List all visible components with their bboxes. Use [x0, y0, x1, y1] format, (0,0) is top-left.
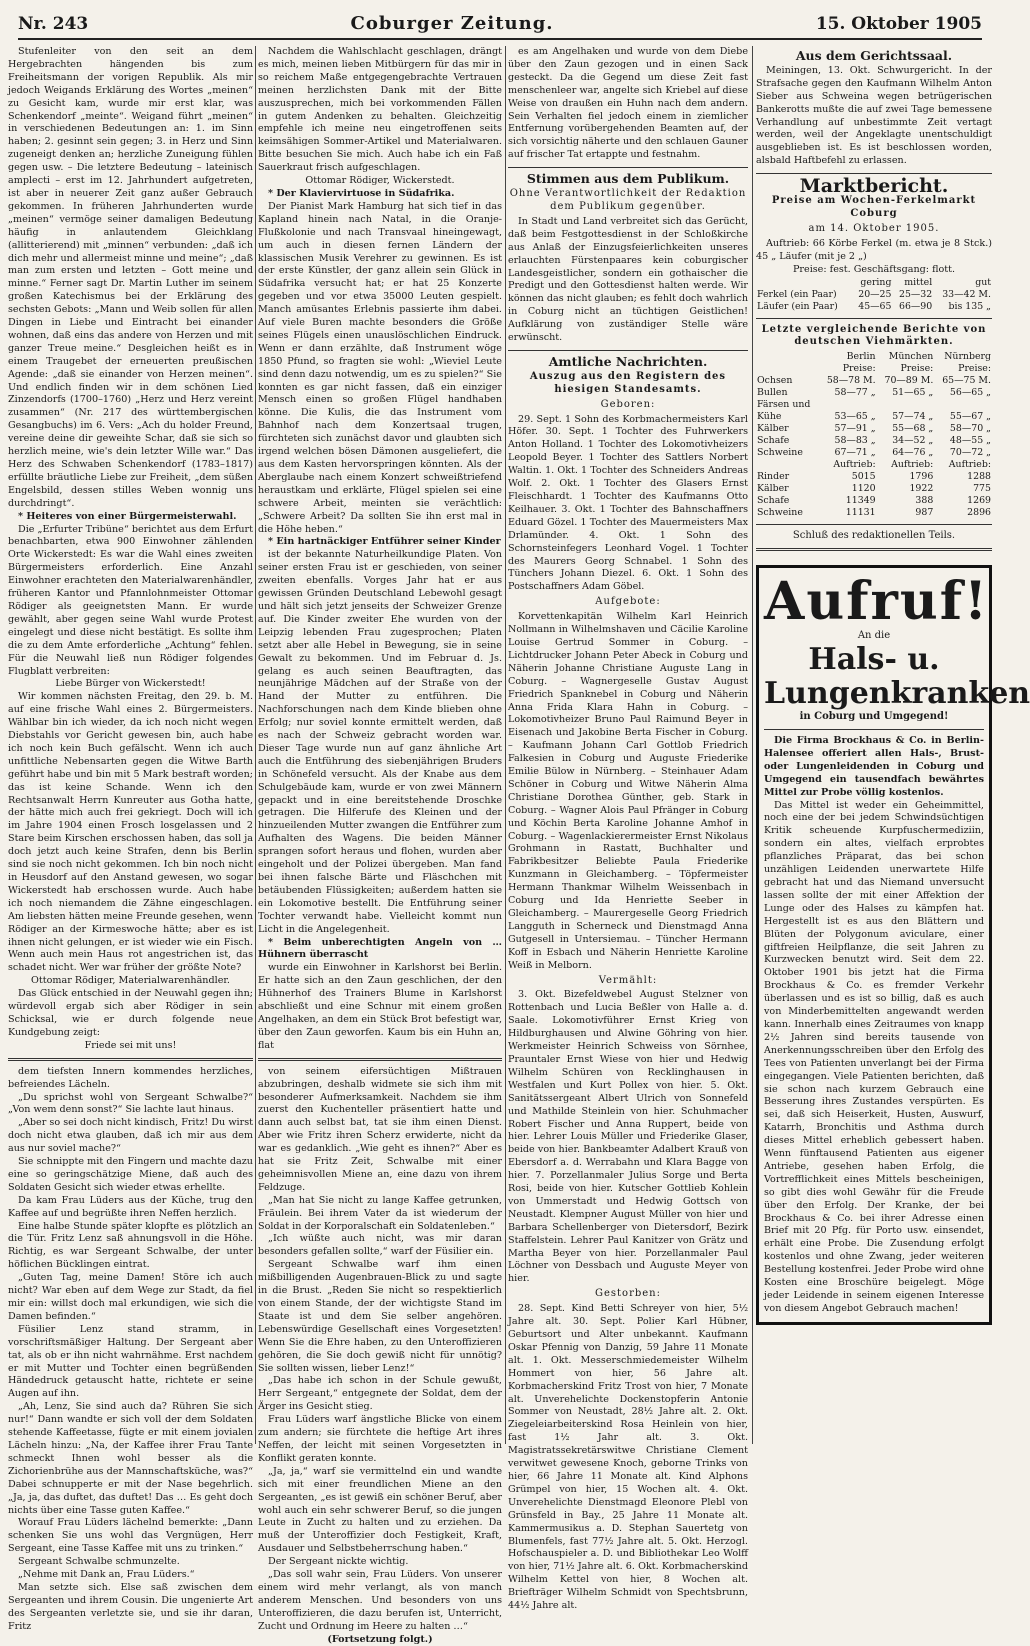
table-row: [756, 301, 992, 313]
newspaper-title: Coburger Zeitung.: [350, 13, 554, 34]
article-paragraph: ist der bekannte Naturheilkundige Platen. Von seiner ersten Frau ist er geschieden, von seiner zweiten ebenfalls. Vorges Jahr hat er aus gewissen Gründen Deutschland Lebewohl gesagt und hält sich jetzt jenseits der Schweizer Grenze auf. Die Kinder zweiter Ehe wurden von der Leipzig lebenden Frau zugesprochen; Platen setzt aber alle Hebel in Bewegung, sie in seine Gewalt zu bekommen. Und im Februar d. Js. gelang es auch seinen Beauftragten, das neunjährige Mädchen auf der Straße von der Hand der Mutter zu entführen. Die Nachforschungen nach dem Kinde blieben ohne Erfolg; nur soviel konnte ermittelt werden, daß es nach der Schweiz gebracht worden war. Dieser Tage wurde nun auf ganz ähnliche Art auch die Entführung des siebenjährigen Bruders in Schönefeld versucht. Als der Knabe aus dem Schulgebäude kam, wurde er von zwei Männern gepackt und in eine bereitstehende Droschke getragen. Die Hilferufe des Kleinen und der hinzueilenden Mutter zwangen die Entführer zum Aufhalten des Wagens. Die beiden Männer sprangen sofort heraus und flohen, wurden aber eingeholt und der Polizei übergeben. Man fand bei ihnen falsche Bärte und Fläschchen mit betäubenden Flüssigkeiten; außerdem hatten sie ein Lokomotive bestellt. Die Entführung seiner Tochter verwandt habe. Vielleicht kommt nun Licht in die Angelegenheit.: [258, 549, 502, 935]
table-cell: Kälber: [757, 483, 789, 495]
table-cell: 45—65: [858, 300, 892, 312]
article-heading: * Heiteres von einer Bürgermeisterwahl.: [18, 510, 237, 522]
table-row: [756, 423, 992, 435]
column-rule: [505, 46, 506, 1444]
table-cell: Nürnberg: [944, 351, 991, 363]
article-paragraph: In Stadt und Land verbreitet sich das Gerücht, daß beim Festgottesdienst in der Schloßkirche aus Anlaß der Einzugsfeierlichkeiten unseres erlauchten Fürstenpaares kein coburgischer Landesgeistlicher, sondern ein gothaischer die Predigt und den Gottesdienst halten werde. Wir können das nicht glauben; es fehlt doch wahrlich in Coburg nicht an tüchtigen Geistlichen! Aufklärung von zuständiger Stelle wäre erwünscht.: [508, 215, 748, 344]
table-cell: bis 135 „: [948, 300, 991, 312]
table-cell: 34—52 „: [892, 435, 934, 447]
article-heading: * Der Klaviervirtuose in Südafrika.: [268, 187, 455, 199]
table-cell: Kühe: [757, 411, 782, 423]
table-cell: gut: [975, 276, 991, 288]
table-cell: [934, 399, 992, 411]
serial-paragraph: „Das soll wahr sein, Frau Lüders. Von unserer einem wird mehr verlangt, als von manch anderem Menschen. Und besonders von uns Unteroffizieren, die dazu berufen ist, Unterricht, Zucht und Ordnung im Heere zu halten …“: [258, 1569, 502, 1632]
serial-paragraph: dem tiefsten Innern kommendes herzliches, befreiendes Lächeln.: [8, 1065, 253, 1090]
table-cell: 58—77 „: [834, 387, 876, 399]
section-heading: Amtliche Nachrichten.: [548, 353, 708, 369]
table-cell: 51—65 „: [892, 387, 934, 399]
page-header: [18, 8, 982, 40]
signature: Friede sei mit uns!: [84, 1039, 177, 1051]
livestock-heading: Letzte vergleichende Berichte von deutschen Viehmärkten.: [761, 323, 987, 348]
section-divider: [508, 350, 748, 351]
table-cell: 1269: [967, 495, 991, 507]
article-paragraph: Stufenleiter von den seit an dem Hergebrachten hängenden bis zum Freiheitsmann der vorigen Republik. Als mir jedoch Weigands Erklärung des Wortes „meinen“ zu Gesicht kam, wurde mir erst klar, was Schenkendorf „meinte“. Weigand führt „meinen“ in verschiedenen Bedeutungen an: 1. im Sinn haben; 2. gesinnt sein gegen; 3. in Herz und Sinn zugeneigt denken an; herzliche Zuneigung fühlen gegen usw. – Die letztere Bedeutung – lateinisch amplecti – erst im 12. Jahrhundert aufgetreten, ist aber in neuerer Zeit ganz außer Gebrauch gekommen. In früheren Jahrhunderten wurde „meinen“ vermöge seiner damaligen Bedeutung häufig in anlautendem Gleichklang (allitterierend) mit „minnen“ verbunden: „daß ich dich mehr und allermeist minne und meine“; „daß man zum ersten und letzten – Gott meine und minne.“ Ferner sagt Dr. Martin Luther im seinem großen Katechismus bei der Erklärung des sechsten Gebots: „Mann und Weib sollen für allen Dingen in Liebe und Eintracht bei einander wohnen, daß eins das andere von Herzen und mit ganzer Treue meine.“ Desgleichen heißt es in einem Traugebet der erneuerten preußischen Agende: „daß sie einander von Herzen meinen“. Und endlich finden wir in dem schönen Lied Zinzendorfs (1700–1760) „Herz und Herz vereint zusammen“ (Nr. 217 des württembergischen Gesangbuchs) im 6. Vers: „Ach du holder Freund, vereine deine dir geweihte Schar, daß sie sich so herzlich meine, wie's dein letzter Wille war.“ Das Herz des Schwaben Schenkendorf (1783–1817) erfüllte bräutliche Liebe zur Freiheit, „dem süßen Engelsbild, dessen stilles Weben wonnig uns durchdringt“.: [8, 46, 253, 509]
serial-paragraph: „Ah, Lenz, Sie sind auch da? Rühren Sie sich nur!“ Dann wandte er sich voll der dem Soldaten stehende Kaffeetasse, fügte er mit einem jovialen Lächeln hinzu: „Na, der Kaffee ihrer Frau Tante schmeckt Ihnen wohl besser als die Zichorienbrühe aus der Mannschaftsküche, was?“ Dabei schnupperte er mit der Nase begehrlich. „Ja, ja, das duftet, das duftet! Das … Es geht doch nichts über eine Tasse guten Kaffee.“: [8, 1401, 253, 1516]
table-cell: 5015: [851, 471, 876, 483]
article-paragraph: Der Pianist Mark Hamburg hat sich tief in das Kapland hinein nach Natal, in die Oranje-Flußkolonie und nach Transvaal hineingewagt, um auch in diesen fernen Ländern der klassischen Musik Verehrer zu gewinnen. Es ist der erste Künstler, der ganz allein sein Glück in Südafrika versucht hat; er hat 25 Konzerte gegeben und vor etwa 35000 Leuten gespielt. Manch amüsantes Erlebnis passierte ihm dabei. Auf viele Buren machte besonders die Größe seines Flügels einen unauslöschlichen Eindruck. Wenn er dann erzählte, daß Instrument wöge 1850 Pfund, so fragten sie wohl: „Wieviel Leute sind denn dazu notwendig, um es zu spielen?“ Sie konnten es gar nicht fassen, daß ein einziger Mensch einen so großen Flügel handhaben könne. Die Kulis, die das Instrument vom Bahnhof nach dem Konzertsaal trugen, fürchteten sich zunächst davor und glaubten sich irgend welchen bösen Dämonen ausgeliefert, die aus dem Kasten hervorspringen könnten. Als der Aberglaube nach einem Konzert schweißtriefend heraustkam und erklärte, Flügel spielen sei eine schwere Arbeit, meinten sie verächtlich: „Schwere Arbeit? Da sollten Sie ihn erst mal in die Höhe heben.“: [258, 200, 502, 535]
table-cell: 1120: [851, 483, 876, 495]
section-divider: [764, 729, 984, 730]
section-heading: Stimmen aus dem Publikum.: [526, 171, 730, 187]
table-cell: 58—70 „: [949, 423, 991, 435]
table-cell: 57—74 „: [892, 411, 934, 423]
table-cell: 55—68 „: [892, 423, 934, 435]
section-heading: Aus dem Gerichtssaal.: [795, 48, 953, 63]
table-cell: [877, 399, 935, 411]
column-rule: [752, 46, 753, 1444]
section-divider: [756, 524, 992, 525]
ad-headline: Hals- u. Lungenkranken: [764, 642, 1030, 712]
table-cell: [756, 351, 819, 363]
column-3: [508, 46, 748, 1612]
table-cell: Auftrieb:: [948, 459, 991, 471]
table-cell: [756, 459, 819, 471]
serial-paragraph: Man setzte sich. Else saß zwischen dem Sergeanten und ihrem Cousin. Die ungenierte Art des Sergeanten verletzte sie, und sie ihr daran, Fritz: [8, 1581, 253, 1632]
table-header-row: [756, 459, 992, 471]
issue-date: 15. Oktober 1905: [815, 14, 982, 34]
section-note: Ohne Verantwortlichkeit der Redaktion dem Publikum gegenüber.: [509, 188, 747, 212]
table-cell: Preise:: [842, 363, 876, 375]
table-cell: München: [888, 351, 934, 363]
serial-paragraph: Da kam Frau Lüders aus der Küche, trug den Kaffee auf und begrüßte ihren Neffen herzlich.: [8, 1194, 253, 1219]
section-divider: [508, 167, 748, 168]
table-cell: 775: [973, 483, 991, 495]
table-cell: [756, 363, 819, 375]
table-row: [756, 375, 992, 387]
serial-paragraph: „Man hat Sie nicht zu lange Kaffee getrunken, Fräulein. Bei ihrem Vater da ist wiederum der Soldat in der Korporalschaft ein Soldatenleben.“: [258, 1194, 502, 1232]
section-divider: [258, 1058, 502, 1061]
table-row: [756, 387, 992, 399]
table-cell: 25—32: [898, 288, 933, 300]
article-paragraph: Die „Erfurter Tribüne“ berichtet aus dem Erfurt benachbarten, etwa 900 Einwohner zählenden Orte Wickerstedt: Es war die Wahl eines zweiten Bürgermeisters erforderlich. Eine Anzahl Einwohner erachteten den Materialwarenhändler, früheren Kantor und Pfannlohnmeister Ottomar Rödiger als geeignetsten Mann. Er wurde gewählt, aber gegen seine Wahl wurde Protest eingelegt und diese nicht bestätigt. Es sollte ihm die zu dem Amte erforderliche „Achtung“ fehlen. Für die Neuwahl ließ nun Rödiger folgendes Flugblatt verbreiten:: [8, 523, 253, 677]
table-cell: 388: [915, 495, 934, 507]
table-cell: Berlin: [846, 351, 876, 363]
market-subheading: Preise am Wochen-Ferkelmarkt Coburg: [771, 195, 977, 219]
table-cell: Schafe: [757, 495, 790, 507]
register-heading: Geboren:: [600, 398, 656, 410]
article-paragraph: Nachdem die Wahlschlacht geschlagen, drängt es mich, meinen lieben Mitbürgern für das mir in so reichem Maße entgegengebrachte Vertrauen meinen herzlichsten Dank mit der Bitte auszusprechen, mich bei vorkommenden Fällen in gutem Andenken zu behalten. Gleichzeitig empfehle ich meine neu eingetroffenen seits keimsähigen Sommer-Artikel und Materialwaren. Bitte besuchen Sie mich. Auch habe ich ein Faß Sauerkraut frisch aufgeschlagen.: [258, 46, 502, 174]
table-cell: Ferkel (ein Paar): [757, 288, 837, 300]
table-cell: 11131: [845, 507, 876, 519]
table-cell: Läufer (ein Paar): [757, 300, 838, 312]
serial-paragraph: Der Sergeant nickte wichtig.: [268, 1556, 409, 1568]
table-cell: 64—76 „: [892, 447, 934, 459]
table-cell: Preise:: [958, 363, 991, 375]
continued-note: (Fortsetzung folgt.): [327, 1633, 433, 1645]
table-cell: Auftrieb:: [891, 459, 934, 471]
register-text: 3. Okt. Bizefeldwebel August Stelzner von Rottenbach und Lucia Beßler von Halle a. d. Saale. Lokomotivführer Ernst Krieg von Hildburghausen und Alwine Göhring von hier. Werkmeister Heinrich Schweiss von Sörnhee, Prauntaler Ernst Wiese von hier und Hedwig Wilhelm Schüren von Recklinghausen in Westfalen und Kurt Pollex von hier. 5. Okt. Sanitätssergeant Albert Ulrich von Sonnefeld und Mathilde Steinlein von hier. Schuhmacher Robert Fischer und Anna Ruppert, beide von hier. Lehrer Louis Müller und Friederike Glaser, beide von hier. Bankbeamter Adalbert Krauß von Ebersdorf a. d. Werrabahn und Klara Bagge von hier. 7. Porzellanmaler Julius Sorge und Berta Rosi, beide von hier. Kutscher Gottlieb Kohlein von Ummerstadt und Hedwig Gottsch von Neustadt. Klempner August Müller von hier und Barbara Schellenberger von Dietersdorf, Bezirk Staffelstein. Lehrer Paul Kanitzer von Grätz und Martha Beyer von hier. Porzellanmaler Paul Löchner von Dessbach und Auguste Meyer von hier.: [508, 989, 748, 1285]
section-divider: [756, 173, 992, 174]
table-cell: 1288: [967, 471, 991, 483]
table-cell: Schweine: [757, 447, 803, 459]
serial-paragraph: von seinem eifersüchtigen Mißtrauen abzubringen, deshalb widmete sie sich ihm mit besonderer Aufmerksamkeit. Nachdem sie ihm zuerst den Kuchenteller präsentiert hatte und dann auch selbst bat, tat sie ihm einen Dienst. Aber wie Fritz ihren Scherz erwiderte, nicht da war es gedanklich. „Wie geht es ihnen?“ Aber es hat sie Fritz Zeit, Schwalbe mit einer geheimnisvollen Miene an, eine dazu von ihrem Feldzuge.: [258, 1065, 502, 1193]
serial-paragraph: „Nehme mit Dank an, Frau Lüders.“: [18, 1569, 195, 1581]
table-row: [756, 411, 992, 423]
register-heading: Aufgebote:: [595, 596, 661, 608]
column-rule: [255, 46, 256, 1444]
table-cell: Rinder: [757, 471, 790, 483]
serial-paragraph: Eine halbe Stunde später klopfte es plötzlich an die Tür. Fritz Lenz saß ahnungsvoll in die Höhe. Richtig, es war Sergeant Schwalbe, der unter höflichen Bücklingen eintrat.: [8, 1220, 253, 1271]
article-heading: * Beim unberechtigten Angeln von … Hühnern überrascht: [258, 936, 502, 961]
table-cell: 66—90: [898, 300, 933, 312]
section-divider: [8, 1058, 253, 1061]
table-row: [756, 399, 992, 411]
ad-place: in Coburg und Umgegend!: [799, 711, 949, 723]
column-1: [8, 46, 253, 1632]
table-cell: Färsen und: [757, 399, 811, 411]
table-cell: 70—89 M.: [884, 375, 934, 387]
table-cell: Kälber: [757, 423, 789, 435]
table-cell: 53—65 „: [834, 411, 876, 423]
article-paragraph: Liebe Bürger von Wickerstedt!: [55, 678, 206, 690]
column-2: [258, 46, 502, 1645]
register-text: 29. Sept. 1 Sohn des Korbmachermeisters Karl Höfer. 30. Sept. 1 Tochter des Fuhrwerkers Anton Holland. 1 Tochter des Lokomotivheizers Leopold Beyer. 1 Tochter des Sattlers Norbert Waltin. 1. Okt. 1 Tochter des Schneiders Andreas Wolf. 2. Okt. 1 Tochter des Glasers Ernst Fleischhardt. 1 Tochter des Kaufmanns Otto Keilhauer. 3. Okt. 1 Tochter des Bahnschaffners Eduard Gözel. 1 Tochter des Mauermeisters Max Drlamünder. 4. Okt. 1 Sohn des Schornsteinfegers Leonhard Vogel. 1 Tochter des Maurers Georg Schnabel. 1 Sohn des Tünchers Johann Diezel. 6. Okt. 1 Sohn des Postschaffners Adam Göbel.: [508, 413, 748, 593]
table-cell: 2896: [967, 507, 991, 519]
table-cell: [756, 277, 852, 289]
table-cell: 48—55 „: [949, 435, 991, 447]
table-header-row: [756, 351, 992, 363]
ad-addressee: An die: [857, 630, 891, 642]
table-cell: 987: [915, 507, 934, 519]
piglet-price-table: [756, 277, 992, 313]
issue-number: Nr. 243: [18, 14, 89, 34]
table-cell: Schweine: [757, 507, 803, 519]
serial-paragraph: Sergeant Schwalbe schmunzelte.: [18, 1556, 180, 1568]
table-cell: gering: [860, 276, 892, 288]
register-text: Korvettenkapitän Wilhelm Karl Heinrich Nollmann in Wilhelmshaven und Cäcilie Karoline Louise Gertrud Sommer in Coburg. – Lichtdrucker Johann Peter Abeck in Coburg und Näherin Johanne Christiane Auguste Lang in Coburg. – Wagnergeselle Gustav August Friedrich Spanknebel in Coburg und Näherin Anna Frida Klara Hahn in Coburg. – Lokomotivheizer Bruno Paul Raimund Beyer in Eisenach und Jakobine Berta Fischer in Coburg. – Kaufmann Johann Carl Gottlob Friedrich Falkesien in Coburg und Auguste Friederike Emilie Bülow in Nürnberg. – Steinhauer Adam Schöner in Coburg und Witwe Näherin Alma Christiane Dorothea Günther, geb. Stark in Coburg. – Wagner Alois Paul Pfränger in Coburg und Köchin Berta Karoline Johanne Amhof in Coburg. – Wagenlackierermeister Ernst Nikolaus Grohmann in Rastatt, Buchhalter und Fabrikbesitzer Beliebte Paula Friederike Kunzmann in Gleichamberg. – Töpfermeister Hermann Thankmar Wilhelm Weissenbach in Coburg und Ida Henriette Seeber in Gleichamberg. – Maurergeselle Georg Friedrich Langguth in Scherneck und Dienstmagd Anna Gutgesell in Untersiemau. – Tüncher Hermann Koff in Esbach und Näherin Henriette Karoline Weiß in Melborn.: [508, 611, 748, 971]
livestock-table: [756, 351, 992, 519]
table-header-row: [756, 363, 992, 375]
section-subheading: Auszug aus den Registern des hiesigen Standesamts.: [529, 370, 727, 395]
table-cell: Bullen: [757, 387, 788, 399]
table-cell: 33—42 M.: [942, 288, 991, 300]
market-prices-label: Preise: fest. Geschäftsgang: flott.: [792, 263, 956, 275]
section-divider: [756, 548, 992, 551]
serial-paragraph: „Du sprichst wohl von Sergeant Schwalbe?“ „Von wem denn sonst?“ Sie lachte laut hinaus.: [8, 1091, 253, 1116]
table-row: [756, 435, 992, 447]
article-paragraph: wurde ein Einwohner in Karlshorst bei Berlin. Er hatte sich an den Zaun geschlichen, der den Hühnerhof des Trainers Blume in Karlshorst abschließt und eine Schnur mit einem großen Angelhaken, an dem ein Stück Brot befestigt war, über den Zaun geworfen. Kaum bis ein Huhn an, flat: [258, 962, 502, 1051]
table-row: [756, 447, 992, 459]
article-paragraph: Das Glück entschied in der Neuwahl gegen ihn; würdevoll ergab sich aber Rödiger in sein Schicksal, wie er durch folgende neue Kundgebung zeigt:: [8, 988, 253, 1038]
serial-paragraph: „Aber so sei doch nicht kindisch, Fritz! Du wirst doch nicht etwa glauben, daß ich mir aus dem aus nur soviel mache?“: [8, 1117, 253, 1155]
table-cell: 67—71 „: [834, 447, 876, 459]
table-cell: 65—75 M.: [942, 375, 991, 387]
table-row: [756, 483, 992, 495]
serial-paragraph: Sie schnippte mit den Fingern und machte dazu eine so geringschätzige Miene, daß auch des Soldaten Gesicht sich wieder etwas erhellte.: [8, 1156, 253, 1193]
table-cell: Ochsen: [757, 375, 793, 387]
column-4: [756, 46, 1030, 1444]
serial-paragraph: „Ja, ja,“ warf sie vermittelnd ein und wandte sich mit einer freundlichen Miene an den Sergeanten, „es ist gewiß ein schöner Beruf, aber wohl auch ein sehr schwerer Beruf, so die jungen Leute in Zucht zu halten und zu erziehen. Da muß der Unteroffizier doch Festigkeit, Kraft, Ausdauer und Selbstbeherrschung haben.“: [258, 1465, 502, 1555]
table-cell: [819, 399, 877, 411]
table-row: [756, 471, 992, 483]
register-text: 28. Sept. Kind Betti Schreyer von hier, 5½ Jahre alt. 30. Sept. Polier Karl Hübner, Geburtsort und Alter unbekannt. Kaufmann Oskar Pfennig von Danzig, 59 Jahre 11 Monate alt. 1. Okt. Messerschmiedemeister Wilhelm Hommert von hier, 56 Jahre alt. Korbmacherskind Fritz Trost von hier, 7 Monate alt. Unverehelichte Dockenstopferin Antonie Sommer von Neustadt, 28½ Jahre alt. 2. Okt. Ziegeleiarbeiterskind Rosa Heinlein von hier, fast 1½ Jahr alt. 3. Okt. Magistratssekretärswitwe Christiane Clement verwitwet gewesene Knoch, geborne Trinks von hier, 66 Jahre 11 Monate alt. Kind Alphons Grümpel von hier, 15 Wochen alt. 4. Okt. Unverehelichte Dienstmagd Eleonore Plebl von Grünsfeld in Bay., 25 Jahre 11 Monate alt. Kammermusikus a. D. Stephan Sauertetg von Blumenfels, fast 77½ Jahre alt. 5. Okt. Herzogl. Hofschauspieler a. D. und Bibliothekar Leo Wolff von hier, 71½ Jahre alt. 6. Okt. Korbmacherskind Wilhelm Kettel von hier, 8 Wochen alt. Briefträger Wilhelm Schmidt von Spechtsbrunn, 44½ Jahre alt.: [508, 1303, 748, 1612]
register-heading: Vermählt:: [598, 974, 658, 986]
table-cell: mittel: [904, 276, 933, 288]
table-cell: 57—91 „: [834, 423, 876, 435]
serial-paragraph: Sergeant Schwalbe warf ihm einen mißbilligenden Augenbrauen-Blick zu und sagte in die Brust. „Reden Sie nicht so respektierlich von einem Stande, der der wichtigste Stand im Staate ist und dem Sie selber angehören. Lebenswürdige Gesellschaft eines Vorgesetzten! Wenn Sie die Ehre haben, zu den Unteroffizieren gehören, die Sie doch gewiß nicht für unnötig? Sie sollten wissen, lieber Lenz!“: [258, 1259, 502, 1374]
market-heading: Marktbericht.: [799, 175, 949, 198]
table-row: [756, 507, 992, 519]
article-heading: * Ein hartnäckiger Entführer seiner Kinder: [268, 536, 501, 548]
table-cell: Preise:: [900, 363, 934, 375]
advertisement-box: [756, 565, 1030, 1325]
serial-paragraph: „Ich wüßte auch nicht, was mir daran besonders gefallen sollte,“ warf der Füsilier ein.: [258, 1233, 502, 1258]
signature: Ottomar Rödiger, Materialwarenhändler.: [31, 975, 230, 987]
table-row: [756, 495, 992, 507]
editorial-end-note: Schluß des redaktionellen Teils.: [792, 530, 956, 542]
serial-paragraph: Worauf Frau Lüders lächelnd bemerkte: „Dann schenken Sie uns wohl das Vergnügen, Herr Sergeant, eine Tasse Kaffee mit uns zu trinken.“: [8, 1517, 253, 1555]
ad-lead: Die Firma Brockhaus & Co. in Berlin-Halensee offeriert allen Hals-, Brust- oder Lungenleidenden in Coburg und Umgegend ein tausendfach bewährtes Mittel zur Probe völlig kostenlos.: [764, 735, 984, 798]
table-cell: Schafe: [757, 435, 790, 447]
table-cell: 1796: [909, 471, 934, 483]
table-header-row: [756, 277, 992, 289]
article-paragraph: Wir kommen nächsten Freitag, den 29. b. M. auf eine frische Wahl eines 2. Bürgermeisters. Wählbar bin ich wieder, da ich noch nicht wegen Diebstahls vor Gericht gewesen bin, auch habe ich noch kein Buch gefälscht. Wenn ich auch unfittliche Nebensarten gegen die Witwe Barth geführt habe und bin mit 5 Mark bestraft worden; das ist keine Schande. Wenn ich den Rechtsanwalt Herrn Kunreuter aus Gotha hatte, der hätte mich auch frei gekriegt. Doch will ich im Jahre 1904 einen Frosch losgelassen und 2 Stare beim Kirschen erschossen haben, das soll ja doch jetzt auch keine Strafen, denn bis Berlin sind sie noch nicht gekommen. Ich bin noch nicht in Heusdorf auf den Anstand gewesen, wo sogar Wickerstedt hab erschossen wurde. Auch habe ich noch niemandem die Zähne eingeschlagen. Am liebsten hätten meine Freunde gesehen, wenn Rödiger an der Kirmeswoche hätte; aber es ist ihnen nicht gelungen, er ist wieder wie ein Fisch. Wenn auch mein Haus rot angestrichen ist, das schadet nicht. Wer war früher der größte Note?: [8, 691, 253, 974]
table-cell: 20—25: [858, 288, 892, 300]
serial-paragraph: Füsilier Lenz stand stramm, in vorschriftsmäßiger Haltung. Der Sergeant aber tat, als ob er ihn nicht wahrnähme. Erst nachdem er mit Mutter und Tochter einen begrüßenden Händedruck getauscht hatte, richtete er seine Augen auf ihn.: [8, 1323, 253, 1400]
ad-title: Aufruf!: [764, 571, 989, 633]
ad-body: Das Mittel ist weder ein Geheimmittel, noch eine der bei jedem Schwindsüchtigen Kritik scheuende Kurpfuschermediziin, sondern ein altes, vielfach erprobtes pflanzliches Präparat, das bei schon unzähligen Leidenden unerwartete Hilfe gebracht hat und das Niemand unversucht lassen sollte der mit einer Affektion der Lunge oder des Halses zu kämpfen hat. Hergestellt ist es aus den Blättern und Blüten der Polygonum aviculare, einer giftfreien Heilpflanze, die seit Jahren zu Kurzwecken benutzt wird. Seit dem 22. Oktober 1901 bis jetzt hat die Firma Brockhaus & Co. es fremder Verkehr überlassen und es ist so billig, daß es auch von Minderbemittelten angewandt werden kann. Innerhalb eines Zeitraumes von knapp 2½ Jahren sind bereits tausende von Anerkennungsschreiben über den Erfolg des Tees von Patienten unverlangt bei der Firma eingegangen. Viele Patienten berichten, daß sie schon nach kurzem Gebrauch eine Besserung ihres Zustandes verspürten. Es sei, daß sich Heiserkeit, Husten, Auswurf, Katarrh, Bronchitis und Asthma durch dieses Mittel erheblich gebessert haben. Wenn fünftausend Patienten aus eigener Antriebe, gesehen haben Erfolg, die Vortrefflichkeit eines Mittels bescheinigen, so gibt dies wohl Gewähr für die Freude über den Erfolg. Der Kranke, der bei Brockhaus & Co. bei ihrer Adresse einen Brief mit 20 Pfg. für Porto usw. einsendet, erhält eine Probe. Die Zusendung erfolgt kostenlos und ohne Zwang, jeder weiteren Bestellung kostenfrei. Jeder Probe wird ohne Kosten eine Broschüre beigelegt. Möge jeder Leidende in seinem eigenen Interesse von diesem Angebot Gebrauch machen!: [764, 799, 984, 1314]
section-divider: [756, 318, 992, 319]
table-cell: 56—65 „: [949, 387, 991, 399]
register-heading: Gestorben:: [595, 1288, 661, 1300]
serial-paragraph: Frau Lüders warf ängstliche Blicke von einem zum andern; sie fürchtete die heftige Art ihres Neffen, der leicht mit seinen Vorgesetzten in Konflikt geraten konnte.: [258, 1414, 502, 1464]
table-row: [756, 289, 992, 301]
table-cell: 1922: [909, 483, 934, 495]
table-cell: Auftrieb:: [833, 459, 876, 471]
table-cell: 55—67 „: [949, 411, 991, 423]
table-cell: 11349: [845, 495, 876, 507]
market-supply: Auftrieb: 66 Körbe Ferkel (m. etwa je 8 Stck.) 45 „ Läufer (mit je 2 „): [756, 237, 992, 262]
table-cell: 58—78 M.: [826, 375, 876, 387]
table-cell: 70—72 „: [949, 447, 991, 459]
market-date: am 14. Oktober 1905.: [808, 222, 940, 234]
serial-paragraph: „Guten Tag, meine Damen! Störe ich auch nicht? War eben auf dem Wege zur Stadt, da fiel mir ein: willst doch mal erkundigen, wie sich die Damen befinden.“: [8, 1272, 253, 1322]
serial-paragraph: „Das habe ich schon in der Schule gewußt, Herr Sergeant,“ entgegnete der Soldat, dem der Ärger ins Gesicht stieg.: [258, 1375, 502, 1413]
article-paragraph: Meiningen, 13. Okt. Schwurgericht. In der Strafsache gegen den Kaufmann Wilhelm Anton Sieber aus Schweina wegen betrügerischen Bankerotts mußte die auf zwei Tage bemessene Verhandlung auf unbestimmte Zeit vertagt werden, weil der Angeklagte unentschuldigt ausgeblieben ist. Es ist beschlossen worden, alsbald Haftbefehl zu erlassen.: [756, 64, 992, 167]
signature: Ottomar Rödiger, Wickerstedt.: [305, 175, 455, 187]
table-cell: 58—83 „: [834, 435, 876, 447]
article-paragraph: es am Angelhaken und wurde von dem Diebe über den Zaun gezogen und in einen Sack gesteckt. Da die Gegend um diese Zeit fast menschenleer war, angelte sich Kriebel auf diese Weise von draußen ein Huhn nach dem andern. Sein Verhalten fiel jedoch einem in ziemlicher Entfernung vorübergehenden Beamten auf, der sich vorsichtig näherte und den schlauen Gauner auf frischer Tat ertappte und festnahm.: [508, 46, 748, 161]
